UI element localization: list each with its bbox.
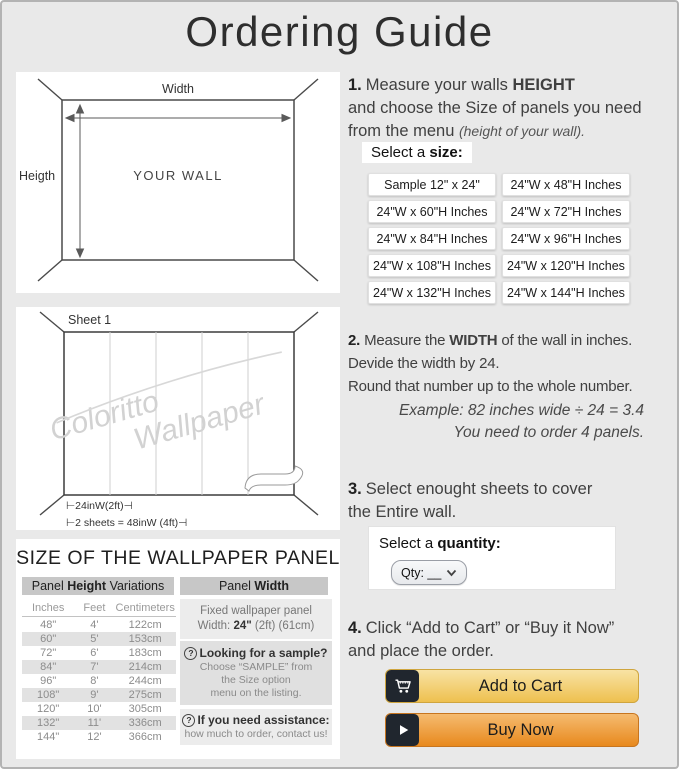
table-row <box>22 646 176 660</box>
help-line: the Size option <box>221 674 291 686</box>
watermark-line2: Wallpaper <box>129 387 269 457</box>
assistance-title <box>182 713 330 728</box>
header-text: Panel <box>218 579 255 593</box>
inches-cell: 60" <box>40 633 57 645</box>
wall-diagram-panel <box>16 72 340 293</box>
feet-cell: 12' <box>87 731 102 743</box>
centimeters-cell: 122cm <box>128 619 162 631</box>
centimeters-cell: 244cm <box>128 675 162 687</box>
text-line: of the wall in inches. <box>497 332 633 349</box>
step-2-text <box>348 329 678 398</box>
column-header: Inches <box>31 602 65 614</box>
header-bold: Height <box>67 579 107 593</box>
select-size-label <box>362 142 472 163</box>
size-option-button[interactable]: 24"W x 84"H Inches <box>368 227 496 250</box>
note-bold: 24" <box>233 620 252 632</box>
add-to-cart-label: Add to Cart <box>478 676 563 695</box>
inches-cell: 84" <box>40 661 57 673</box>
help-title-text: Looking for a sample? <box>199 646 328 660</box>
text-line: the Entire wall. <box>348 503 457 521</box>
step-3-text <box>348 478 678 524</box>
inches-cell: 96" <box>40 675 57 687</box>
buy-now-button[interactable] <box>385 713 639 747</box>
text-note: (height of your wall). <box>458 123 586 139</box>
centimeters-cell: 183cm <box>128 647 162 659</box>
height-label: Heigth <box>19 169 56 183</box>
column-header: Feet <box>83 602 106 614</box>
qty-dropdown-text: Qty: __ <box>401 565 442 580</box>
height-variations-header <box>22 577 174 595</box>
table-row <box>22 716 176 730</box>
feet-cell: 7' <box>90 661 99 673</box>
size-option-button[interactable]: 24"W x 96"H Inches <box>502 227 630 250</box>
sheet-title: Sheet 1 <box>68 313 112 327</box>
assistance-help-box <box>180 709 332 745</box>
width-label: Width <box>162 82 194 96</box>
height-variations-table <box>22 601 176 744</box>
feet-cell: 11' <box>87 717 102 729</box>
size-option-button[interactable]: 24"W x 132"H Inches <box>368 281 496 304</box>
sheet-width-dimension: ⊢24inW(2ft)⊣ <box>66 500 133 512</box>
example-calculation <box>348 400 644 444</box>
qty-dropdown[interactable] <box>391 560 467 585</box>
centimeters-cell: 336cm <box>128 717 162 729</box>
size-options-grid <box>368 173 628 304</box>
size-option-button[interactable]: 24"W x 72"H Inches <box>502 200 630 223</box>
text-line: Devide the width by 24. <box>348 355 500 372</box>
assistance-body <box>182 728 330 741</box>
fixed-width-note <box>180 599 332 639</box>
buy-now-label: Buy Now <box>487 720 554 739</box>
step-number: 4. <box>348 619 362 637</box>
table-row <box>22 660 176 674</box>
text-line: Measure the <box>364 332 450 349</box>
inches-cell: 108" <box>37 689 60 701</box>
your-wall-label: YOUR WALL <box>133 168 223 183</box>
label-bold: size: <box>429 144 463 161</box>
panel-size-section <box>16 539 340 759</box>
inches-cell: 120" <box>37 703 60 715</box>
text-bold: HEIGHT <box>512 76 575 94</box>
centimeters-cell: 305cm <box>128 703 162 715</box>
table-row <box>22 618 176 632</box>
step-number: 3. <box>348 480 362 498</box>
text-line: Click “Add to Cart” or “Buy it Now” <box>365 619 615 637</box>
step-1-text <box>348 74 678 143</box>
example-line: You need to order 4 panels. <box>453 424 644 441</box>
help-line: how much to order, contact us! <box>184 728 328 740</box>
size-option-button[interactable]: 24"W x 108"H Inches <box>368 254 496 277</box>
feet-cell: 5' <box>90 633 99 645</box>
chevron-down-icon <box>446 569 457 577</box>
two-sheets-dimension: ⊢2 sheets = 48inW (4ft)⊣ <box>66 517 188 529</box>
centimeters-cell: 366cm <box>128 731 162 743</box>
inches-cell: 132" <box>37 717 60 729</box>
watermark-line1: Coloritto <box>46 384 163 448</box>
text-line: and choose the Size of panels you need <box>348 99 642 117</box>
table-row <box>22 702 176 716</box>
size-option-button[interactable]: 24"W x 144"H Inches <box>502 281 630 304</box>
example-line: Example: 82 inches wide ÷ 24 = 3.4 <box>398 402 644 419</box>
quantity-box <box>368 526 616 590</box>
table-body <box>22 618 176 744</box>
feet-cell: 8' <box>90 675 99 687</box>
feet-cell: 6' <box>90 647 99 659</box>
feet-cell: 9' <box>90 689 99 701</box>
table-row <box>22 674 176 688</box>
play-icon <box>386 714 419 746</box>
centimeters-cell: 275cm <box>128 689 162 701</box>
sample-help-title <box>182 646 330 661</box>
label-bold: quantity: <box>437 535 501 552</box>
text-line: Measure your walls <box>365 76 513 94</box>
add-to-cart-button[interactable] <box>385 669 639 703</box>
help-line: menu on the listing. <box>210 687 302 699</box>
step-4-text <box>348 617 678 663</box>
table-row <box>22 730 176 744</box>
size-option-button[interactable]: Sample 12" x 24" <box>368 173 496 196</box>
panel-width-header <box>180 577 328 595</box>
column-header: Centimeters <box>115 602 175 614</box>
feet-cell: 4' <box>90 619 99 631</box>
table-row <box>22 688 176 702</box>
text-bold: WIDTH <box>449 332 498 349</box>
size-option-button[interactable]: 24"W x 60"H Inches <box>368 200 496 223</box>
size-option-button[interactable]: 24"W x 48"H Inches <box>502 173 630 196</box>
help-icon: ? <box>182 714 195 727</box>
help-icon: ? <box>184 647 197 660</box>
note-line: Width: <box>197 620 234 632</box>
size-option-button[interactable]: 24"W x 120"H Inches <box>502 254 630 277</box>
label-text: Select a <box>379 535 438 552</box>
note-line: Fixed wallpaper panel <box>200 605 312 617</box>
inches-cell: 48" <box>40 619 57 631</box>
label-text: Select a <box>371 144 430 161</box>
header-bold: Width <box>254 579 290 593</box>
step-number: 1. <box>348 76 362 94</box>
select-quantity-label <box>379 535 501 552</box>
help-title-text: If you need assistance: <box>197 713 330 727</box>
header-text: Panel <box>31 579 68 593</box>
note-line: (2ft) (61cm) <box>251 620 315 632</box>
step-number: 2. <box>348 332 361 349</box>
table-row <box>22 632 176 646</box>
sample-help-body <box>182 661 330 700</box>
help-line: Choose “SAMPLE” from <box>199 661 313 673</box>
page-title: Ordering Guide <box>185 8 494 55</box>
centimeters-cell: 153cm <box>128 633 162 645</box>
centimeters-cell: 214cm <box>128 661 162 673</box>
header-text: Variations <box>106 579 165 593</box>
table-header-row <box>22 601 176 617</box>
inches-cell: 144" <box>37 731 60 743</box>
section-title: SIZE OF THE WALLPAPER PANEL <box>16 547 340 569</box>
sheet-diagram-panel <box>16 307 340 530</box>
sample-help-box <box>180 641 332 705</box>
text-line: Select enought sheets to cover <box>365 480 593 498</box>
text-line: Round that number up to the whole number. <box>348 378 633 395</box>
text-line: and place the order. <box>348 642 494 660</box>
text-line: from the menu <box>348 122 459 140</box>
feet-cell: 10' <box>87 703 102 715</box>
inches-cell: 72" <box>40 647 57 659</box>
cart-icon <box>386 670 419 702</box>
